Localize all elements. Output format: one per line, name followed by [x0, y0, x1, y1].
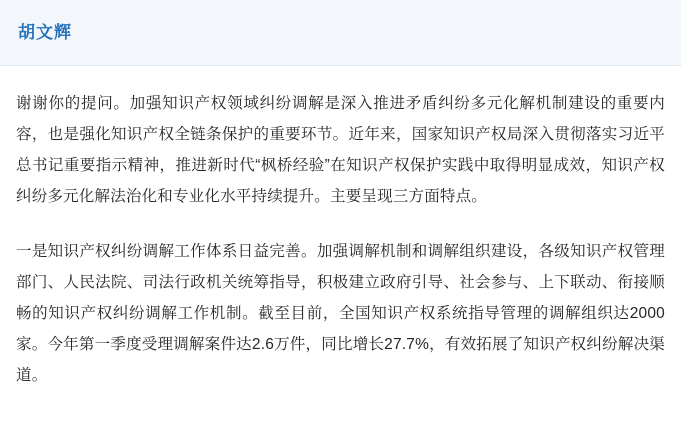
- speaker-header: [0, 0, 681, 66]
- answer-paragraph: 谢谢你的提问。加强知识产权领域纠纷调解是深入推进矛盾纠纷多元化解机制建设的重要内容，也是强化知识产权全链条保护的重要环节。近年来，国家知识产权局深入贯彻落实习近平总书记重要指示精神，推进新时代“枫桥经验”在知识产权保护实践中取得明显成效，知识产权纠纷多元化解法治化和专业化水平持续提升。主要呈现三方面特点。: [16, 95, 665, 205]
- answer-body: [0, 66, 681, 391]
- answer-paragraph: 一是知识产权纠纷调解工作体系日益完善。加强调解机制和调解组织建设，各级知识产权管理部门、人民法院、司法行政机关统筹指导，积极建立政府引导、社会参与、上下联动、衔接顺畅的知识产权纠纷调解工作机制。截至目前，全国知识产权系统指导管理的调解组织达2000家。今年第一季度受理调解案件达2.6万件，同比增长27.7%，有效拓展了知识产权纠纷解决渠道。: [16, 243, 665, 384]
- speaker-name: 胡文辉: [18, 23, 72, 42]
